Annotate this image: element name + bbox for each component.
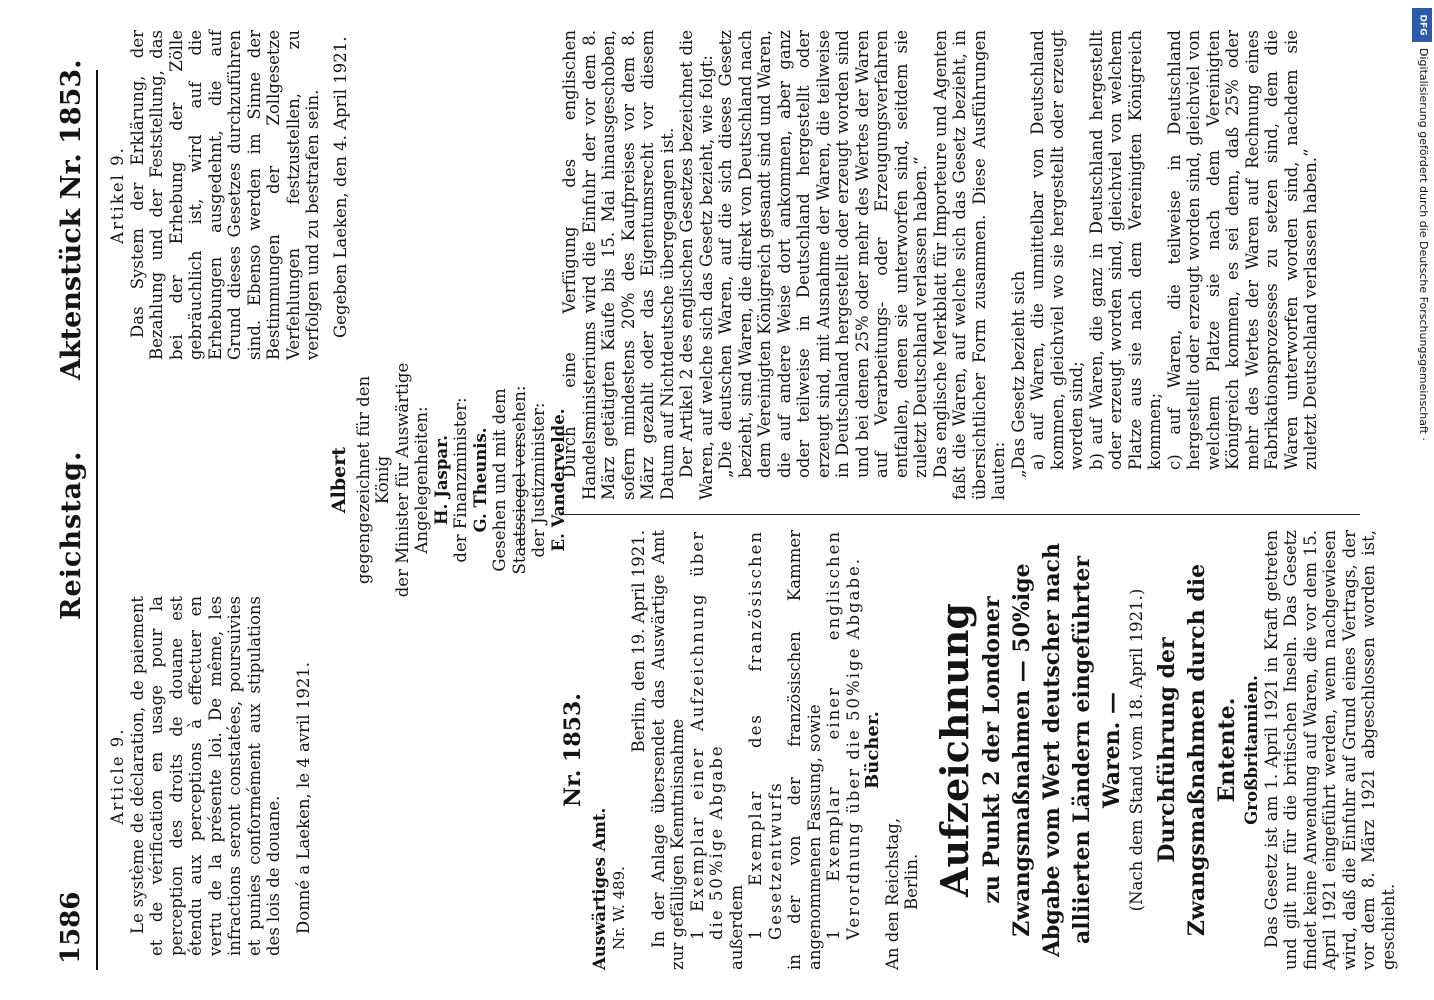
seal-line: Gesehen und mit dem Staatssiegel versehen: [490,385,529,575]
french-article-heading: Article 9. [108,727,127,825]
addressee-city: Berlin. [902,853,921,910]
justice-minister-title: der Justizminister: [529,402,548,558]
signature-block [330,360,568,600]
signer-name: Bücher. [862,711,883,789]
merkblatt-para: Das englische Merkblatt für Importeure und Agenten faßt die Waren, auf welche sich das Gesetz bezieht, in übersichtlicher Form zusammen. Diese Ausführungen lauten: [930,30,1008,500]
section-rule [520,440,521,550]
continuation-para-2: Der Artikel 2 des englischen Gesetzes bezeichnet die Waren, auf welche sich das Gesetz bezieht, wie folgt: [677,30,716,500]
dfg-logo: DFG [1412,8,1432,42]
german-article-text: Das System der Erklärung, der Bezahlung und der Feststellung, das bei der Erhebung der Zölle gebräuchlich ist, wird auf die Erhebungen ausgedehnt, die auf Grund dieses Gesetzes durchzuführen sind. Ebenso werden im Sinne der Bestimmungen der Zollgesetze Verfehlungen festzustellen, zu verfolgen und zu bestrafen sein. [127,30,322,360]
continuation-column [560,30,1321,500]
enclosure-item-2: 1 Exemplar des französischen Gesetzentwurfs [746,530,785,940]
continuation-para-1: Durch eine Verfügung des englischen Handelsministeriums wird die Einfuhr der vor dem 8. März getätigten Käufe bis 15. Mai hinausgeschoben, sofern mindestens 20% des Kaufpreises vor dem 8. März gezahlt oder das Eigentumsrecht vor diesem Datum auf Nichtdeutsche übergegangen ist. [560,30,677,500]
law-applies-intro: „Das Gesetz bezieht sich [1008,270,1028,478]
enclosure-item-2-note: in der von der französischen Kammer angenommenen Fassung, sowie [785,530,824,970]
intro-text: In der Anlage übersendet das Auswärtige Amt zur gefälligen Kenntnisnahme [648,530,687,970]
stand-date: (Nach dem Stand vom 18. April 1921.) [1126,588,1146,912]
place-date: Berlin, den 19. April 1921. [629,530,648,753]
column-rule [560,514,1360,515]
clause-b: b) auf Waren, die ganz in Deutschland hergestellt oder erzeugt worden sind, gleichviel von welchem Platze aus sie nach dem Vereinigten Königreich kommen; [1086,30,1164,470]
french-date: Donné a Laeken, le 4 avril 1921. [293,661,313,934]
german-article [108,30,350,360]
nr-1853-section [560,530,1398,970]
german-date: Gegeben Laeken, den 4. April 1921. [330,36,350,338]
foreign-minister-name: H. Jaspar. [431,434,451,526]
french-article [108,596,313,956]
digitization-credit: Digitalisierung gefördert durch die Deutsche Forschungsgemeinschaft · [1417,48,1430,441]
header-rule [96,70,98,970]
french-article-text: Le système de déclaration, de paiement et de vérification en usage pour la perception des droits de douane est étendu aux perceptions à effectuer en vertu de la présente loi. De même, les infractions seront constatées, poursuivies et punies conformément aux stipulations des lois de douane. [127,596,283,956]
finance-minister-name: G. Theunis. [470,427,490,533]
document-number: Aktenstück Nr. 1853. [56,59,87,380]
addressee: An den Reichstag, [882,817,902,970]
enclosure-item-3: 1 Exemplar einer englischen Verordnung über die 50%ige Abgabe. [824,530,863,940]
reference-number: Nr. W. 489. [609,866,628,950]
nr-heading: Nr. 1853. [560,693,586,807]
quoted-article-2: „Die deutschen Waren, auf die sich dieses Gesetz bezieht, sind Waren, die direkt von Deutschland nach dem Vereinigten Königreich gesandt sind und Waren, die auf andere Weise dort ankommen, aber ganz oder teilweise in Deutschland hergestellt oder erzeugt sind, mit Ausnahme der Waren, die teilweise in Deutschland hergestellt oder erzeugt worden sind und bei denen 25% oder mehr des Wertes der Waren auf Verarbeitungs- oder Erzeugungsverfahren entfallen, denen sie unterworfen sind, seitdem sie zuletzt Deutschland verlassen haben.“ [716,30,930,478]
ausserdem-text: außerdem [726,884,746,970]
durchfuehrung-heading: Durchführung der Zwangsmaßnahmen durch die Entente. [1154,563,1240,937]
king-signature: Albert [328,446,350,514]
justice-minister-name: E. Vandervelde. [548,408,568,552]
clause-c: c) auf Waren, die teilweise in Deutschland hergestellt oder erzeugt worden sind, gleichviel von welchem Platze sie nach dem Vereinigten Königreich kommen, es sei denn, daß 25% oder mehr des Wertes der Waren auf Rechnung eines Fabrikationsprozesses zu setzen sind, dem die Waren unterworfen worden sind, nachdem sie zuletzt Deutschland verlassen haben.“ [1164,30,1320,470]
running-title: Reichstag. [56,450,87,620]
aufzeichnung-title: Aufzeichnung [931,603,977,897]
aufzeichnung-subtitle: zu Punkt 2 der Londoner Zwangsmaßnahmen — 50%ige Abgabe vom Wert deutscher nach alliierten Ländern eingeführter Waren. — [978,542,1125,958]
foreign-minister-title: der Minister für Auswärtige Angelegenheiten: [392,362,431,598]
finance-minister-title: der Finanzminister: [451,397,470,563]
clause-a: a) auf Waren, die unmittelbar von Deutschland kommen, gleichviel wo sie hergestellt oder erzeugt worden sind; [1028,30,1086,470]
german-article-heading: Artikel 9. [108,146,127,244]
gb-heading: Großbritannien. [1242,675,1261,825]
office-name: Auswärtiges Amt. [590,807,609,970]
enclosure-item-1: 1 Exemplar einer Aufzeichnung über die 50%ige Abgabe [687,530,726,940]
page-number: 1586 [56,891,86,964]
countersign-line: gegengezeichnet für den König [353,375,392,585]
gb-paragraph: Das Gesetz ist am 1. April 1921 in Kraft getreten und gilt nur für die britischen Inseln. Das Gesetz findet keine Anwendung auf Waren, die vor dem 15. April 1921 eingeführt werden, wenn nachgewiesen wird, daß die Einfuhr auf Grund eines Vertrags, der vor dem 8. März 1921 abgeschlossen worden ist, geschieht. [1261,530,1398,970]
